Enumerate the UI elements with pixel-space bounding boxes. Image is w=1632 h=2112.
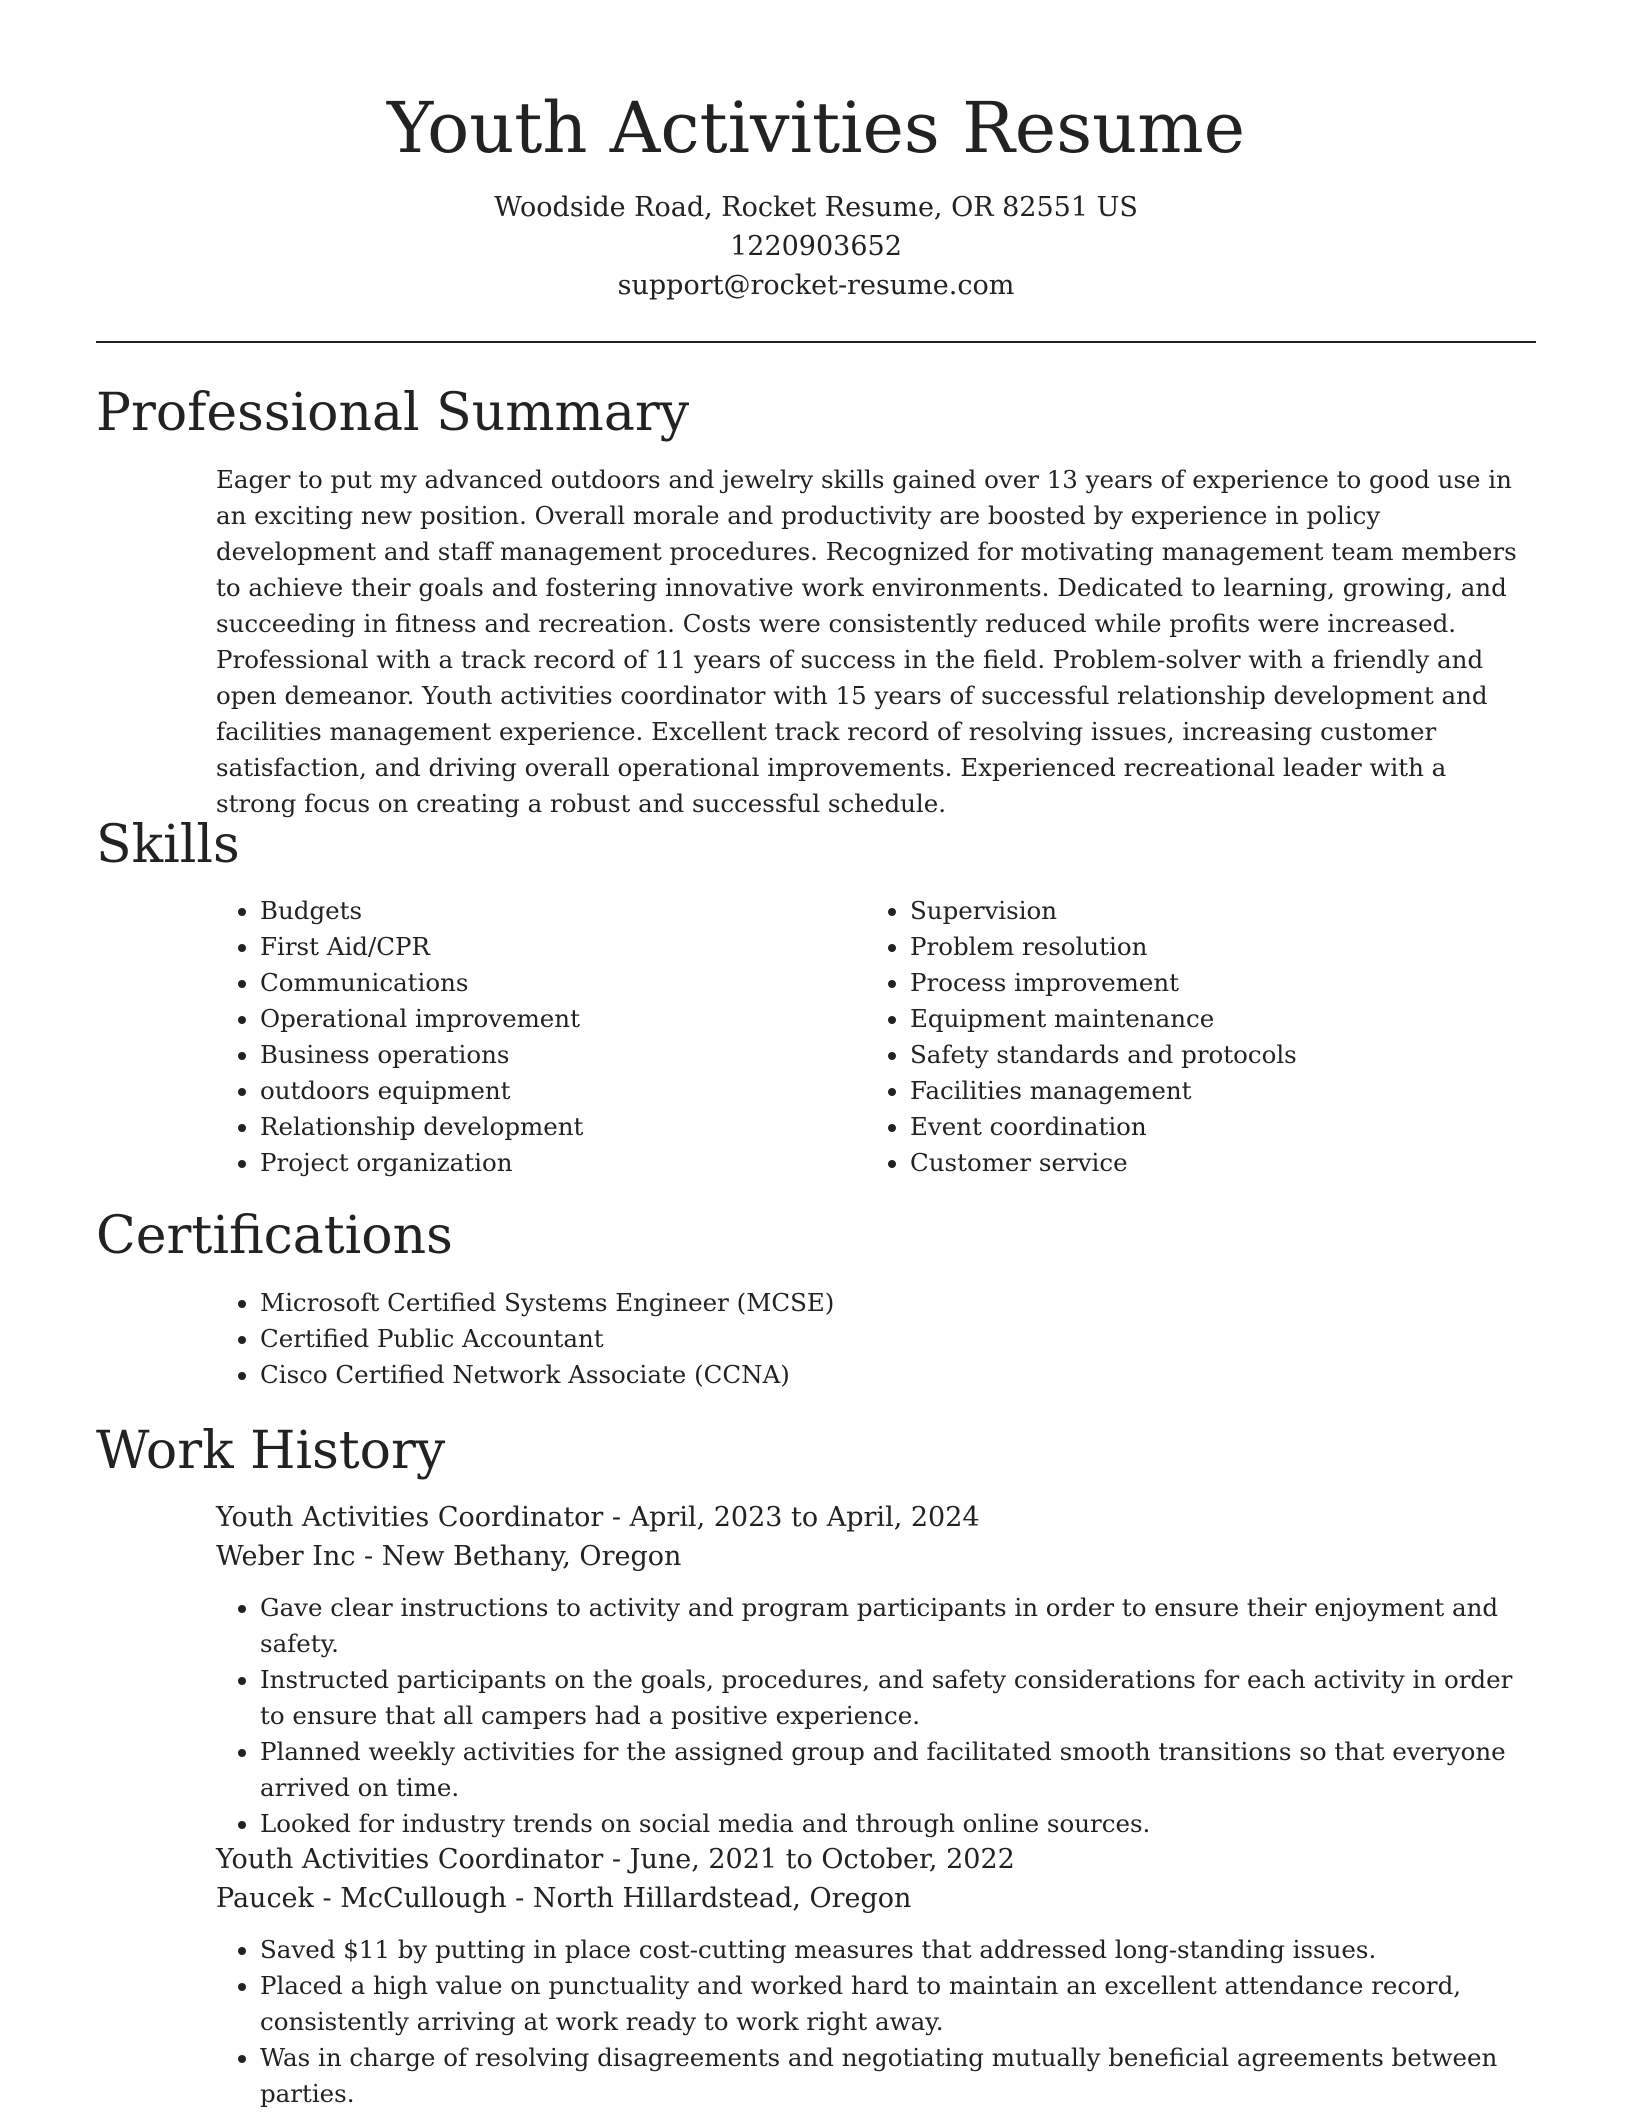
skill-item: • Problem resolution xyxy=(910,929,1506,965)
contact-info xyxy=(0,188,1632,305)
skill-item: • First Aid/CPR xyxy=(260,929,856,965)
skill-item: • Business operations xyxy=(260,1037,856,1073)
skill-item: • outdoors equipment xyxy=(260,1073,856,1109)
job-title: Youth Activities Coordinator xyxy=(216,1502,604,1533)
certifications-list xyxy=(216,1285,1416,1393)
skill-item: • Budgets xyxy=(260,893,856,929)
skill-item: • Customer service xyxy=(910,1145,1506,1181)
skill-item: • Facilities management xyxy=(910,1073,1506,1109)
job-bullet: • Planned weekly activities for the assigned group and facilitated smooth transitions so that everyone arrived on time. xyxy=(260,1734,1536,1806)
certification-item: • Cisco Certified Network Associate (CCNA) xyxy=(260,1357,1416,1393)
contact-address: Woodside Road, Rocket Resume, OR 82551 US xyxy=(494,192,1138,223)
certification-item: • Microsoft Certified Systems Engineer (MCSE) xyxy=(260,1285,1416,1321)
job-dates: - April, 2023 to April, 2024 xyxy=(603,1502,980,1533)
job-bullet: • Saved $11 by putting in place cost-cutting measures that addressed long-standing issues. xyxy=(260,1932,1536,1968)
job-bullet: • Was in charge of resolving disagreements and negotiating mutually beneficial agreements between parties. xyxy=(260,2040,1536,2112)
job-entry xyxy=(216,1840,1536,2112)
certifications-heading: Certifications xyxy=(96,1206,453,1266)
job-company-line xyxy=(216,1879,1536,1918)
job-company: Paucek - McCullough xyxy=(216,1883,507,1914)
job-location: - North Hillardstead, Oregon xyxy=(506,1883,912,1914)
job-bullets xyxy=(216,1590,1536,1842)
skill-item: • Relationship development xyxy=(260,1109,856,1145)
job-dates: - June, 2021 to October, 2022 xyxy=(603,1844,1015,1875)
job-entry xyxy=(216,1498,1536,1842)
job-location: - New Bethany, Oregon xyxy=(355,1541,682,1572)
job-title: Youth Activities Coordinator xyxy=(216,1844,604,1875)
job-bullet: • Looked for industry trends on social media and through online sources. xyxy=(260,1806,1536,1842)
skill-item: • Event coordination xyxy=(910,1109,1506,1145)
job-bullets xyxy=(216,1932,1536,2112)
job-title-line xyxy=(216,1498,1536,1537)
job-bullet: • Instructed participants on the goals, procedures, and safety considerations for each activity in order to ensure that all campers had a positive experience. xyxy=(260,1662,1536,1734)
skills-heading: Skills xyxy=(96,815,240,875)
skill-item: • Safety standards and protocols xyxy=(910,1037,1506,1073)
skills-right-column xyxy=(866,893,1506,1181)
skill-item: • Process improvement xyxy=(910,965,1506,1001)
skill-item: • Operational improvement xyxy=(260,1001,856,1037)
contact-email: support@rocket-resume.com xyxy=(617,270,1015,301)
header-divider xyxy=(96,341,1536,343)
summary-heading: Professional Summary xyxy=(96,383,690,443)
resume-header xyxy=(0,80,1632,305)
skill-item: • Equipment maintenance xyxy=(910,1001,1506,1037)
job-bullet: • Gave clear instructions to activity and program participants in order to ensure their enjoyment and safety. xyxy=(260,1590,1536,1662)
job-company-line xyxy=(216,1537,1536,1576)
job-bullet: • Placed a high value on punctuality and worked hard to maintain an excellent attendance record, consistently arriving at work ready to work right away. xyxy=(260,1968,1536,2040)
skill-item: • Communications xyxy=(260,965,856,1001)
job-company: Weber Inc xyxy=(216,1541,356,1572)
work-history-heading: Work History xyxy=(96,1421,446,1481)
resume-title: Youth Activities Resume xyxy=(386,87,1246,169)
skill-item: • Project organization xyxy=(260,1145,856,1181)
certification-item: • Certified Public Accountant xyxy=(260,1321,1416,1357)
skill-item: • Supervision xyxy=(910,893,1506,929)
skills-left-column xyxy=(216,893,856,1181)
contact-phone: 1220903652 xyxy=(730,231,902,262)
summary-text: Eager to put my advanced outdoors and jewelry skills gained over 13 years of experience to good use in an exciting new position. Overall morale and productivity are boosted by experience in policy development and staff management procedures. Recognized for motivating management team members to achieve their goals and fostering innovative work environments. Dedicated to learning, growing, and succeeding in fitness and recreation. Costs were consistently reduced while profits were increased. Professional with a track record of 11 years of success in the field. Problem-solver with a friendly and open demeanor. Youth activities coordinator with 15 years of successful relationship development and facilities management experience. Excellent track record of resolving issues, increasing customer satisfaction, and driving overall operational improvements. Experienced recreational leader with a strong focus on creating a robust and successful schedule. xyxy=(216,465,1517,818)
job-title-line xyxy=(216,1840,1536,1879)
